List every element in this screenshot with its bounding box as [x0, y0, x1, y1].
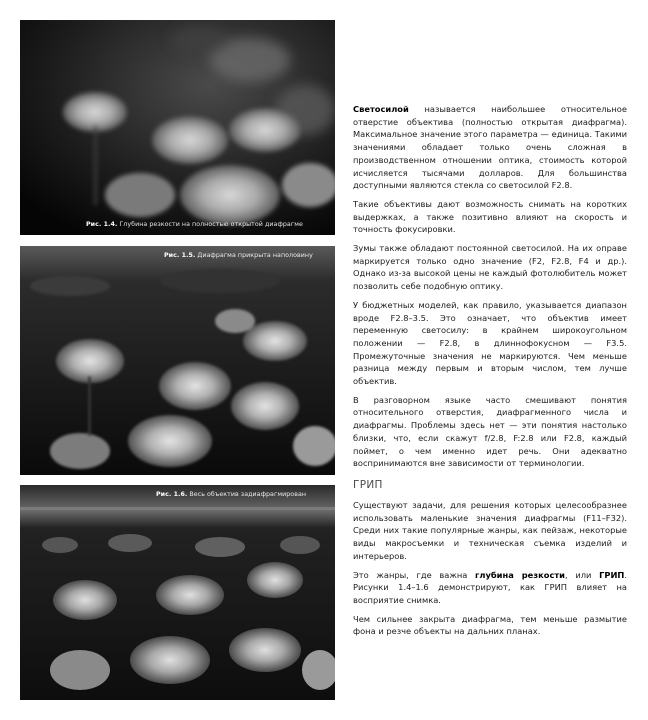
- marigold-photo-stopped-down: [20, 485, 335, 700]
- figure-1-5-caption: Рис. 1.5. Диафрагма прикрыта наполовину: [164, 252, 313, 259]
- paragraph-fast-lenses: Такие объективы дают возможность снимать на коротких выдержках, а также позитивно влияют на скорость и точность фокусировки.: [353, 198, 627, 235]
- paragraph-text: . Рисунки 1.4–1.6 демонстрируют, как ГРИП влияет на восприятие снимка.: [353, 569, 627, 605]
- figure-1-5-photo: [20, 246, 335, 475]
- term-svetosila: Светосилой: [353, 104, 409, 114]
- term-depth-of-field: глубина резкости: [475, 569, 565, 580]
- paragraph-zooms: Зумы также обладают постоянной светосилой. На их оправе маркируется только одно значение (F2, F2.8, F4 и др.). Однако из-за высокой цены не каждый фотолюбитель может позволить себе подобную оптику.: [353, 243, 627, 292]
- figure-1-6-caption: Рис. 1.6. Весь объектив задиафрагмирован: [156, 491, 307, 498]
- figure-1-4-photo: [20, 20, 335, 235]
- marigold-photo-half-aperture: [20, 246, 335, 475]
- paragraph-text: , или: [565, 569, 600, 580]
- paragraph-text: Это жанры, где важна: [353, 569, 476, 580]
- section-heading-grip: ГРИП: [353, 478, 383, 491]
- body-text-column: [353, 103, 627, 644]
- paragraph-text: называется наибольшее относительное отверстие объектива (полностью открытая диафрагма). Максимальное значение этого параметра — единица. Такими значениями обладает только очень сложная в производственном отношении оптика, стоимость которой исчисляется тысячами долларов. Для большинства доступными являются стекла со светосилой F2.8.: [353, 104, 627, 191]
- figure-1-6-photo: [20, 485, 335, 700]
- term-grip: ГРИП: [599, 569, 625, 580]
- paragraph-small-apertures: Существуют задачи, для решения которых целесообразнее использовать маленькие значения диафрагмы (F11–F32). Среди них такие популярные жанры, как пейзаж, некоторые виды макросъемки и техническая съемка изделий и интерьеров.: [353, 499, 627, 561]
- paragraph-depth-of-field: [353, 569, 627, 607]
- marigold-photo-shallow-dof: [20, 20, 335, 235]
- figure-1-4-caption: Рис. 1.4. Глубина резкости на полностью открытой диафрагме: [86, 221, 303, 228]
- paragraph-budget-models: У бюджетных моделей, как правило, указывается диапазон вроде F2.8–3.5. Это означает, что объектив имеет переменную светосилу: в крайнем широкоугольном положении — F2.8, в длиннофокусном — F3.5. Промежуточные значения не маркируются. Чем меньше разница между первым и вторым числом, тем лучше объектив.: [353, 299, 627, 387]
- paragraph-terminology: В разговорном языке часто смешивают понятия относительного отверстия, диафрагменного числа и диафрагмы. Проблемы здесь нет — эти понятия настолько близки, что, если скажут f/2.8, F:2.8 или F2.8, каждый поймет, о чем именно идет речь. Они адекватно воспринимаются вне зависимости от терминологии.: [353, 394, 627, 469]
- paragraph-aperture-definition: [353, 103, 627, 192]
- paragraph-closed-aperture: Чем сильнее закрыта диафрагма, тем меньше размытие фона и резче объекты на дальних планах.: [353, 613, 627, 637]
